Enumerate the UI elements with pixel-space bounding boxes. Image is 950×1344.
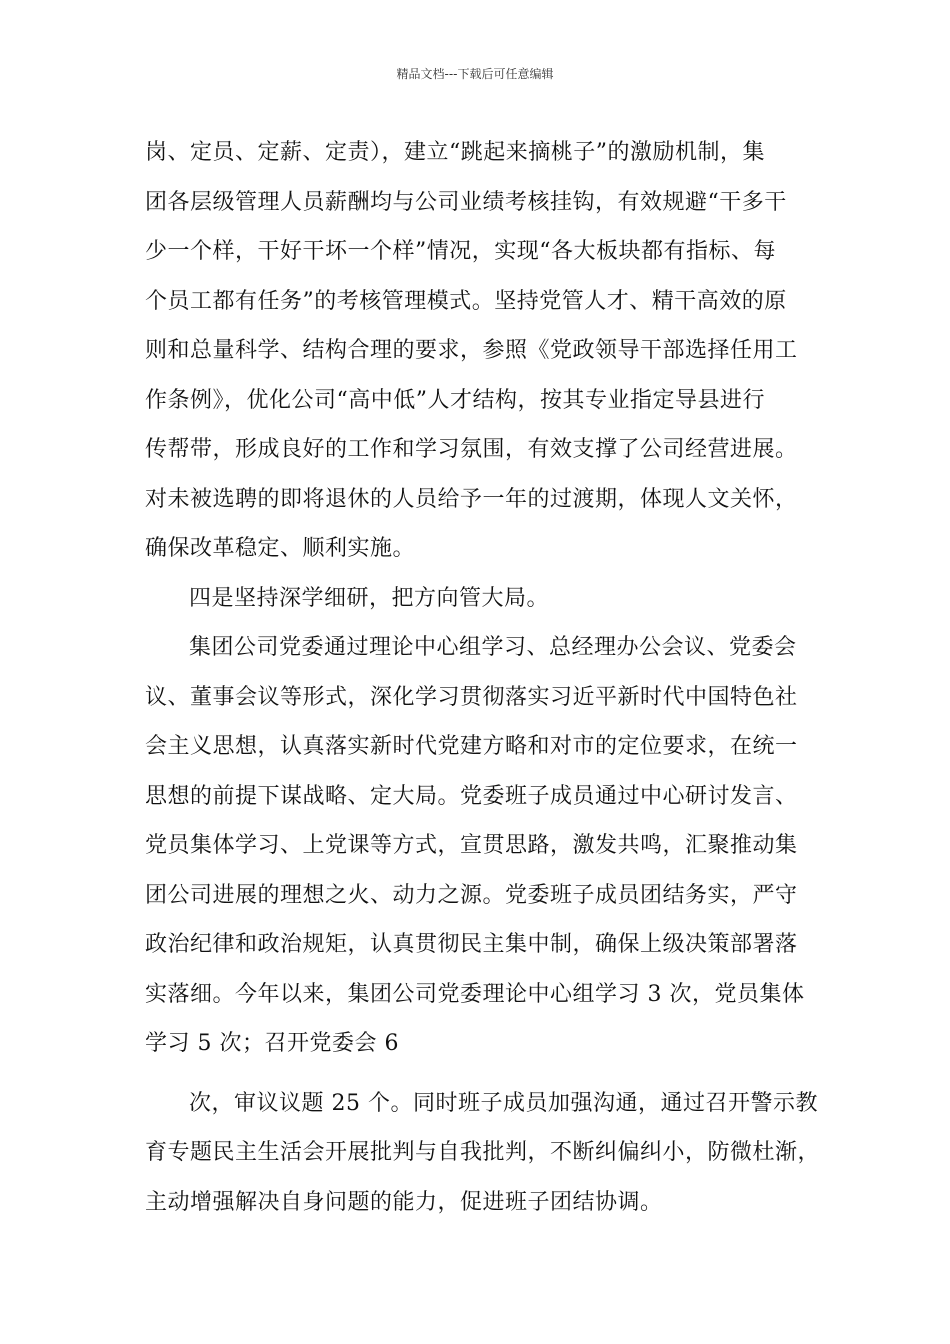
paragraph-line: 政治纪律和政治规矩，认真贯彻民主集中制，确保上级决策部署落 [145, 932, 798, 957]
paragraph-line: 育专题民主生活会开展批判与自我批判，不断纠偏纠小，防微杜渐， [145, 1140, 821, 1165]
document-body [145, 128, 835, 1227]
paragraph-line: 党员集体学习、上党课等方式，宣贯思路，激发共鸣，汇聚推动集 [145, 833, 798, 858]
section-heading: 四是坚持深学细研，把方向管大局。 [189, 585, 550, 611]
paragraph-line: 集团公司党委通过理论中心组学习、总经理办公会议、党委会 [189, 635, 797, 660]
paragraph-line: 对未被选聘的即将退休的人员给予一年的过渡期，体现人文关怀， [145, 486, 798, 512]
paragraph-line: 作条例》，优化公司“高中低”人才结构，按其专业指定导县进行 [145, 387, 765, 413]
paragraph-line: 次，审议议题 25 个。同时班子成员加强沟通，通过召开警示教 [189, 1090, 818, 1116]
paragraph-line: 团公司进展的理想之火、动力之源。党委班子成员团结务实，严守 [145, 882, 798, 908]
paragraph-line: 会主义思想，认真落实新时代党建方略和对市的定位要求，在统一 [145, 734, 798, 759]
paragraph-line: 传帮带，形成良好的工作和学习氛围，有效支撑了公司经营进展。 [145, 437, 798, 462]
paragraph-line: 个员工都有任务”的考核管理模式。坚持党管人才、精干高效的原 [145, 288, 787, 314]
paragraph-line: 确保改革稳定、顺利实施。 [145, 536, 416, 561]
paragraph-line: 团各层级管理人员薪酬均与公司业绩考核挂钩，有效规避“干多干 [145, 189, 787, 215]
paragraph-line: 议、董事会议等形式，深化学习贯彻落实习近平新时代中国特色社 [145, 684, 798, 710]
paragraph-line: 主动增强解决自身问题的能力，促进班子团结协调。 [145, 1189, 663, 1215]
paragraph-line: 少一个样，干好干坏一个样”情况，实现“各大板块都有指标、每 [145, 239, 776, 264]
paragraph-line: 思想的前提下谋战略、定大局。党委班子成员通过中心研讨发言、 [145, 783, 798, 809]
paragraph-line: 学习 5 次；召开党委会 6 [145, 1031, 399, 1056]
paragraph-line: 岗、定员、定薪、定责），建立“跳起来摘桃子”的激励机制，集 [145, 140, 765, 165]
page-header: 精品文档---下载后可任意编辑 [396, 67, 554, 81]
paragraph-line: 则和总量科学、结构合理的要求，参照《党政领导干部选择任用工 [145, 338, 798, 363]
paragraph-line: 实落细。今年以来，集团公司党委理论中心组学习 3 次，党员集体 [145, 981, 805, 1007]
